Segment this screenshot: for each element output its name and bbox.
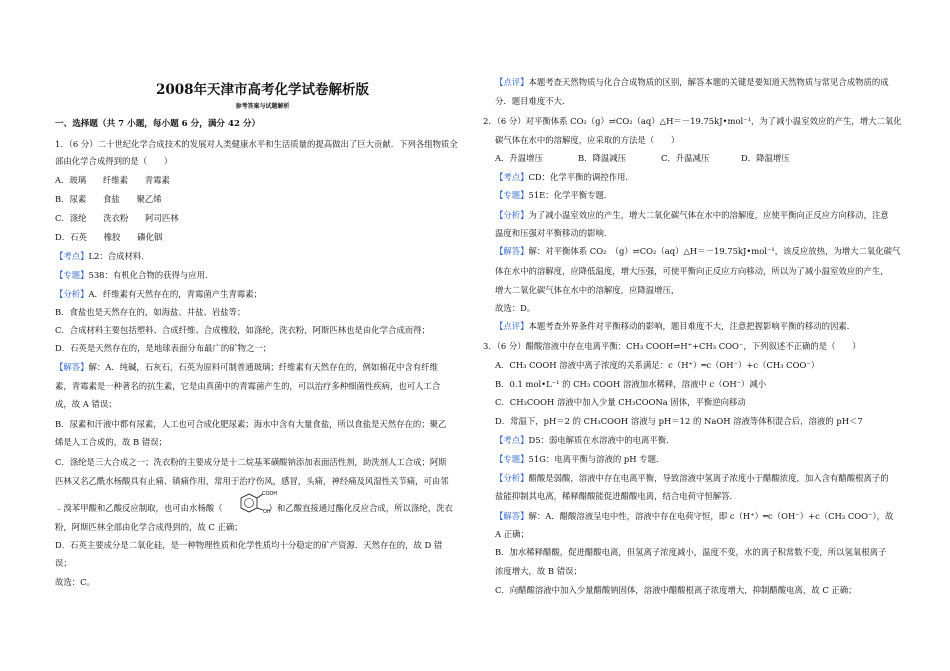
q2-dianping-tag: 【点评】 xyxy=(495,321,529,331)
q1-jieda-line9: 粉，阿斯匹林全部由化学合成得到的，故 C 正确； xyxy=(55,522,243,532)
q3-jieda-tag: 【解答】 xyxy=(495,511,529,521)
q2-jieda-line3: 增大二氧化碳气体在水中的溶解度，应降温增压， xyxy=(495,285,680,295)
q2-stem-line2: 碳气体在水中的溶解度，应采取的方法是（ ） xyxy=(495,135,680,145)
q2-fenxi-line1: 为了减小温室效应的产生，增大二氧化碳气体在水中的溶解度，应使平衡向正反应方向移动，注意 xyxy=(528,210,889,220)
kaodian-tag: 【考点】 xyxy=(55,251,89,261)
q1-fenxi-line4: D．石英是天然存在的，是地球表面分布最广的矿物之一； xyxy=(55,343,272,353)
q1-jieda-line7: 匹林又名乙酰水杨酸具有止痛、镇痛作用，常用于治疗伤风，感冒，头痛，神经痛及风湿性关节痛，可由邻 xyxy=(55,476,449,486)
q2-kaodian-text: CD：化学平衡的调控作用． xyxy=(528,172,634,182)
q2-fenxi xyxy=(495,210,889,221)
q1-option-a: A．玻璃 纤维素 青霉素 xyxy=(55,175,170,185)
q1-jieda-line4: B．尿素和汗液中都有尿素，人工也可合成化肥尿素；海水中含有大量食盐，所以食盐是天然存在的；聚乙 xyxy=(55,419,447,429)
q1-stem-line2: 部由化学合成得到的是（ ） xyxy=(55,156,173,166)
fenxi-line1: A．纤维素有天然存在的，青霉菌产生青霉素； xyxy=(88,289,263,299)
q3-fenxi xyxy=(495,473,889,484)
q3-jieda-line4: 浓度增大，故 B 错误； xyxy=(495,566,582,576)
q1-dianping xyxy=(495,77,889,88)
q3-zhuanti-text: 51G：电离平衡与溶液的 pH 专题． xyxy=(528,454,665,464)
q3-jieda-line2: A 正确； xyxy=(495,529,529,539)
q2-answer: 故选：D。 xyxy=(495,303,536,313)
q1-option-c: C．涤纶 洗衣粉 阿司匹林 xyxy=(55,213,179,223)
q1-jieda-line11: 误； xyxy=(55,558,72,568)
q3-zhuanti-tag: 【专题】 xyxy=(495,454,529,464)
q2-option-b: B．降温减压 xyxy=(578,153,627,163)
q2-dianping xyxy=(495,321,855,332)
q3-kaodian-text: D5：弱电解质在水溶液中的电离平衡． xyxy=(528,435,675,445)
q2-jieda-line1: 解：对平衡体系 CO₂ （g）⇌CO₂（aq）△H＝－19.75kJ•mol⁻¹，该反应放热，为增大二氧化碳气 xyxy=(528,246,901,256)
q2-options xyxy=(495,153,790,164)
zhuanti-text: 538：有机化合物的获得与应用． xyxy=(88,270,214,280)
q3-option-d: D．常温下，pH＝2 的 CH₃COOH 溶液与 pH＝12 的 NaOH 溶液等体积混合后，溶液的 pH＜7 xyxy=(495,416,863,426)
q3-option-a: A．CH₃ COOH 溶液中离子浓度的关系满足：c（H⁺）═c（OH⁻）+c（CH₃ COO⁻） xyxy=(495,360,820,370)
jieda-line8-part2: ）和乙酸直接通过酯化反应合成，所以涤纶，洗衣 xyxy=(268,503,453,513)
q3-jieda-line1: 解：A．醋酸溶液呈电中性，溶液中存在电荷守恒，即 c（H⁺）═c（OH⁻）+c（CH₃ COO⁻），故 xyxy=(528,511,894,521)
q3-fenxi-tag: 【分析】 xyxy=(495,473,529,483)
q2-zhuanti-text: 51E：化学平衡专题． xyxy=(528,190,613,200)
q2-jieda-line2: 体在水中的溶解度，应降低温度，增大压强，可使平衡向正反应方向移动，所以为了减小温室效应的产生， xyxy=(495,266,889,276)
kaodian-text: L2：合成材料． xyxy=(88,251,150,261)
q3-kaodian-tag: 【考点】 xyxy=(495,435,529,445)
q3-zhuanti xyxy=(495,454,664,465)
q1-option-b: B．尿素 食盐 聚乙烯 xyxy=(55,194,162,204)
q1-jieda-line3: 成，故 A 错误； xyxy=(55,399,117,409)
q2-jieda xyxy=(495,246,900,257)
zhuanti-tag: 【专题】 xyxy=(55,270,89,280)
q2-jieda-tag: 【解答】 xyxy=(495,246,529,256)
jieda-line1: 解：A．纯碱，石灰石，石英为原料可制普通玻璃；纤维素有天然存在的，例如棉花中含有纤维 xyxy=(88,362,438,372)
q1-jieda-line6: C．涤纶是三大合成之一；洗衣粉的主要成分是十二烷基苯磺酸钠添加表面活性剂，助洗剂人工合成；阿斯 xyxy=(55,457,447,467)
q3-fenxi-line2: 盐能抑制其电离，稀释醋酸能促进醋酸电离，结合电荷守恒解答． xyxy=(495,491,738,501)
q1-option-d: D．石英 橡胶 磷化铟 xyxy=(55,232,163,242)
q3-option-b: B．0.1 mol•L⁻¹ 的 CH₃ COOH 溶液加水稀释，溶液中 c（OH⁻）减小 xyxy=(495,379,767,389)
jieda-tag: 【解答】 xyxy=(55,362,89,372)
q2-zhuanti-tag: 【专题】 xyxy=(495,190,529,200)
q1-stem-line1: 1．（6 分）二十世纪化学合成技术的发展对人类健康水平和生活质量的提高做出了巨大贡献．下列各组物质全 xyxy=(55,139,458,149)
q2-kaodian-tag: 【考点】 xyxy=(495,172,529,182)
q3-option-c: C．CH₃COOH 溶液中加入少量 CH₃COONa 固体，平衡逆向移动 xyxy=(495,397,746,407)
q3-stem: 3．（6 分）醋酸溶液中存在电离平衡：CH₃ COOH⇌H⁺+CH₃ COO⁻，下列叙述不正确的是（ ） xyxy=(483,341,861,351)
q1-jieda-line5: 烯是人工合成的，故 B 错误； xyxy=(55,437,167,447)
dianping-tag: 【点评】 xyxy=(495,77,529,87)
q3-fenxi-line1: 醋酸是弱酸，溶液中存在电离平衡，导致溶液中氢离子浓度小于醋酸浓度，加入含有醋酸根离子的 xyxy=(528,473,889,483)
oh-label: OH xyxy=(263,509,271,515)
q2-option-c: C．升温减压 xyxy=(661,153,710,163)
q3-jieda xyxy=(495,511,893,522)
page-title: 2008年天津市高考化学试卷解析版 xyxy=(155,82,370,98)
q1-zhuanti xyxy=(55,270,213,281)
q1-fenxi-line3: C．合成材料主要包括塑料、合成纤维、合成橡胶，如涤纶，洗衣粉，阿斯匹林也是由化学合成而得； xyxy=(55,325,430,335)
q2-option-d: D．降温增压 xyxy=(741,153,790,163)
q3-jieda-line5: C．向醋酸溶液中加入少量醋酸钠固体，溶液中醋酸根离子浓度增大，抑制醋酸电离，故 C 正确； xyxy=(495,585,857,595)
benzene-ring xyxy=(241,494,257,512)
q2-dianping-text: 本题考查外界条件对平衡移动的影响，题目难度不大，注意把握影响平衡的移动的因素． xyxy=(528,321,856,331)
q2-fenxi-tag: 【分析】 xyxy=(495,210,529,220)
q1-fenxi-line2: B．食盐也是天然存在的，如海盐、井盐、岩盐等； xyxy=(55,307,246,317)
q1-jieda xyxy=(55,362,438,373)
q2-option-a: A．升温增压 xyxy=(495,153,543,163)
q2-fenxi-line2: 温度和压强对平衡移动的影响． xyxy=(495,228,613,238)
q2-zhuanti xyxy=(495,190,612,201)
jieda-line8-part1: ﹣溴苯甲酸和乙酸反应制取，也可由水杨酸（ xyxy=(55,503,223,513)
q2-kaodian xyxy=(495,172,634,183)
salicylic-acid-structure xyxy=(237,488,281,518)
q1-answer: 故选：C。 xyxy=(55,577,95,587)
q1-kaodian xyxy=(55,251,150,262)
cooh-label: COOH xyxy=(262,491,277,497)
q1-dianping-line2: 分．题目难度不大． xyxy=(495,96,571,106)
benzene-ring-inner xyxy=(245,499,254,508)
fenxi-tag: 【分析】 xyxy=(55,289,89,299)
section-heading: 一、选择题（共 7 小题，每小题 6 分，满分 42 分） xyxy=(55,119,261,129)
q3-jieda-line3: B．加水稀释醋酸，促进醋酸电离，但氢离子浓度减小，温度不变，水的离子积常数不变，所以氢氧根离子 xyxy=(495,547,887,557)
q2-stem-line1: 2．（6 分）对平衡体系 CO₂（g）⇌CO₂（aq）△H＝－19.75kJ•mol⁻¹，为了减小温室效应的产生，增大二氧化 xyxy=(483,116,902,126)
dianping-line1: 本题考查天然物质与化合合成物质的区别，解答本题的关键是要知道天然物质与常见合成物质的成 xyxy=(528,77,889,87)
q1-jieda-line10: D．石英主要成分是二氧化硅，是一种物理性质和化学性质均十分稳定的矿产资源．天然存在的，故 D 错 xyxy=(55,540,443,550)
q1-fenxi xyxy=(55,289,262,300)
q1-jieda-line2: 素，青霉素是一种著名的抗生素，它是由真菌中的青霉菌产生的，可以治疗多种细菌性疾病，也可人工合 xyxy=(55,381,441,391)
page-subtitle: 参考答案与试题解析 xyxy=(235,103,290,110)
q3-kaodian xyxy=(495,435,675,446)
